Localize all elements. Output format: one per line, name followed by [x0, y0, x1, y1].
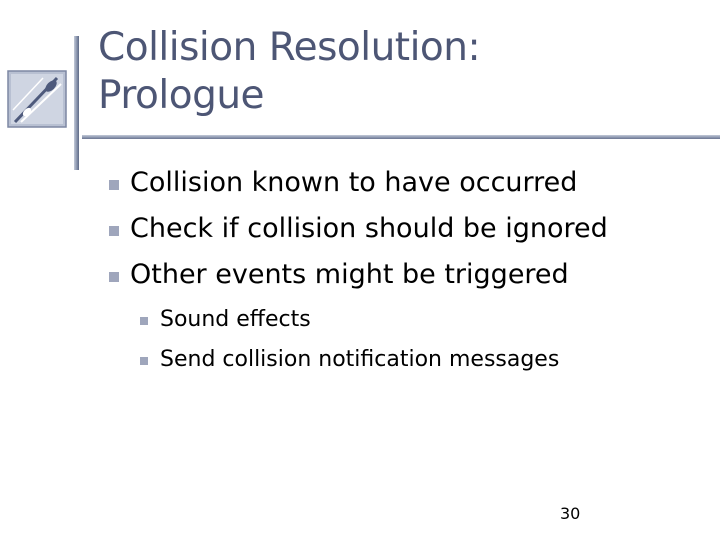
- square-bullet-icon: [109, 180, 119, 190]
- square-bullet-icon: [140, 317, 148, 325]
- page-number: 30: [560, 504, 581, 523]
- sub-bullet-text: Sound effects: [160, 307, 311, 332]
- slide-title-line-1: Collision Resolution:: [98, 25, 481, 70]
- slide-title-line-2: Prologue: [98, 73, 265, 118]
- square-bullet-icon: [109, 226, 119, 236]
- square-bullet-icon: [109, 272, 119, 282]
- sub-bullet-text: Send collision notification messages: [160, 347, 560, 372]
- bullet-text: Other events might be triggered: [130, 259, 569, 290]
- bullet-text: Check if collision should be ignored: [130, 213, 608, 244]
- bullet-text: Collision known to have occurred: [130, 167, 578, 198]
- square-bullet-icon: [140, 357, 148, 365]
